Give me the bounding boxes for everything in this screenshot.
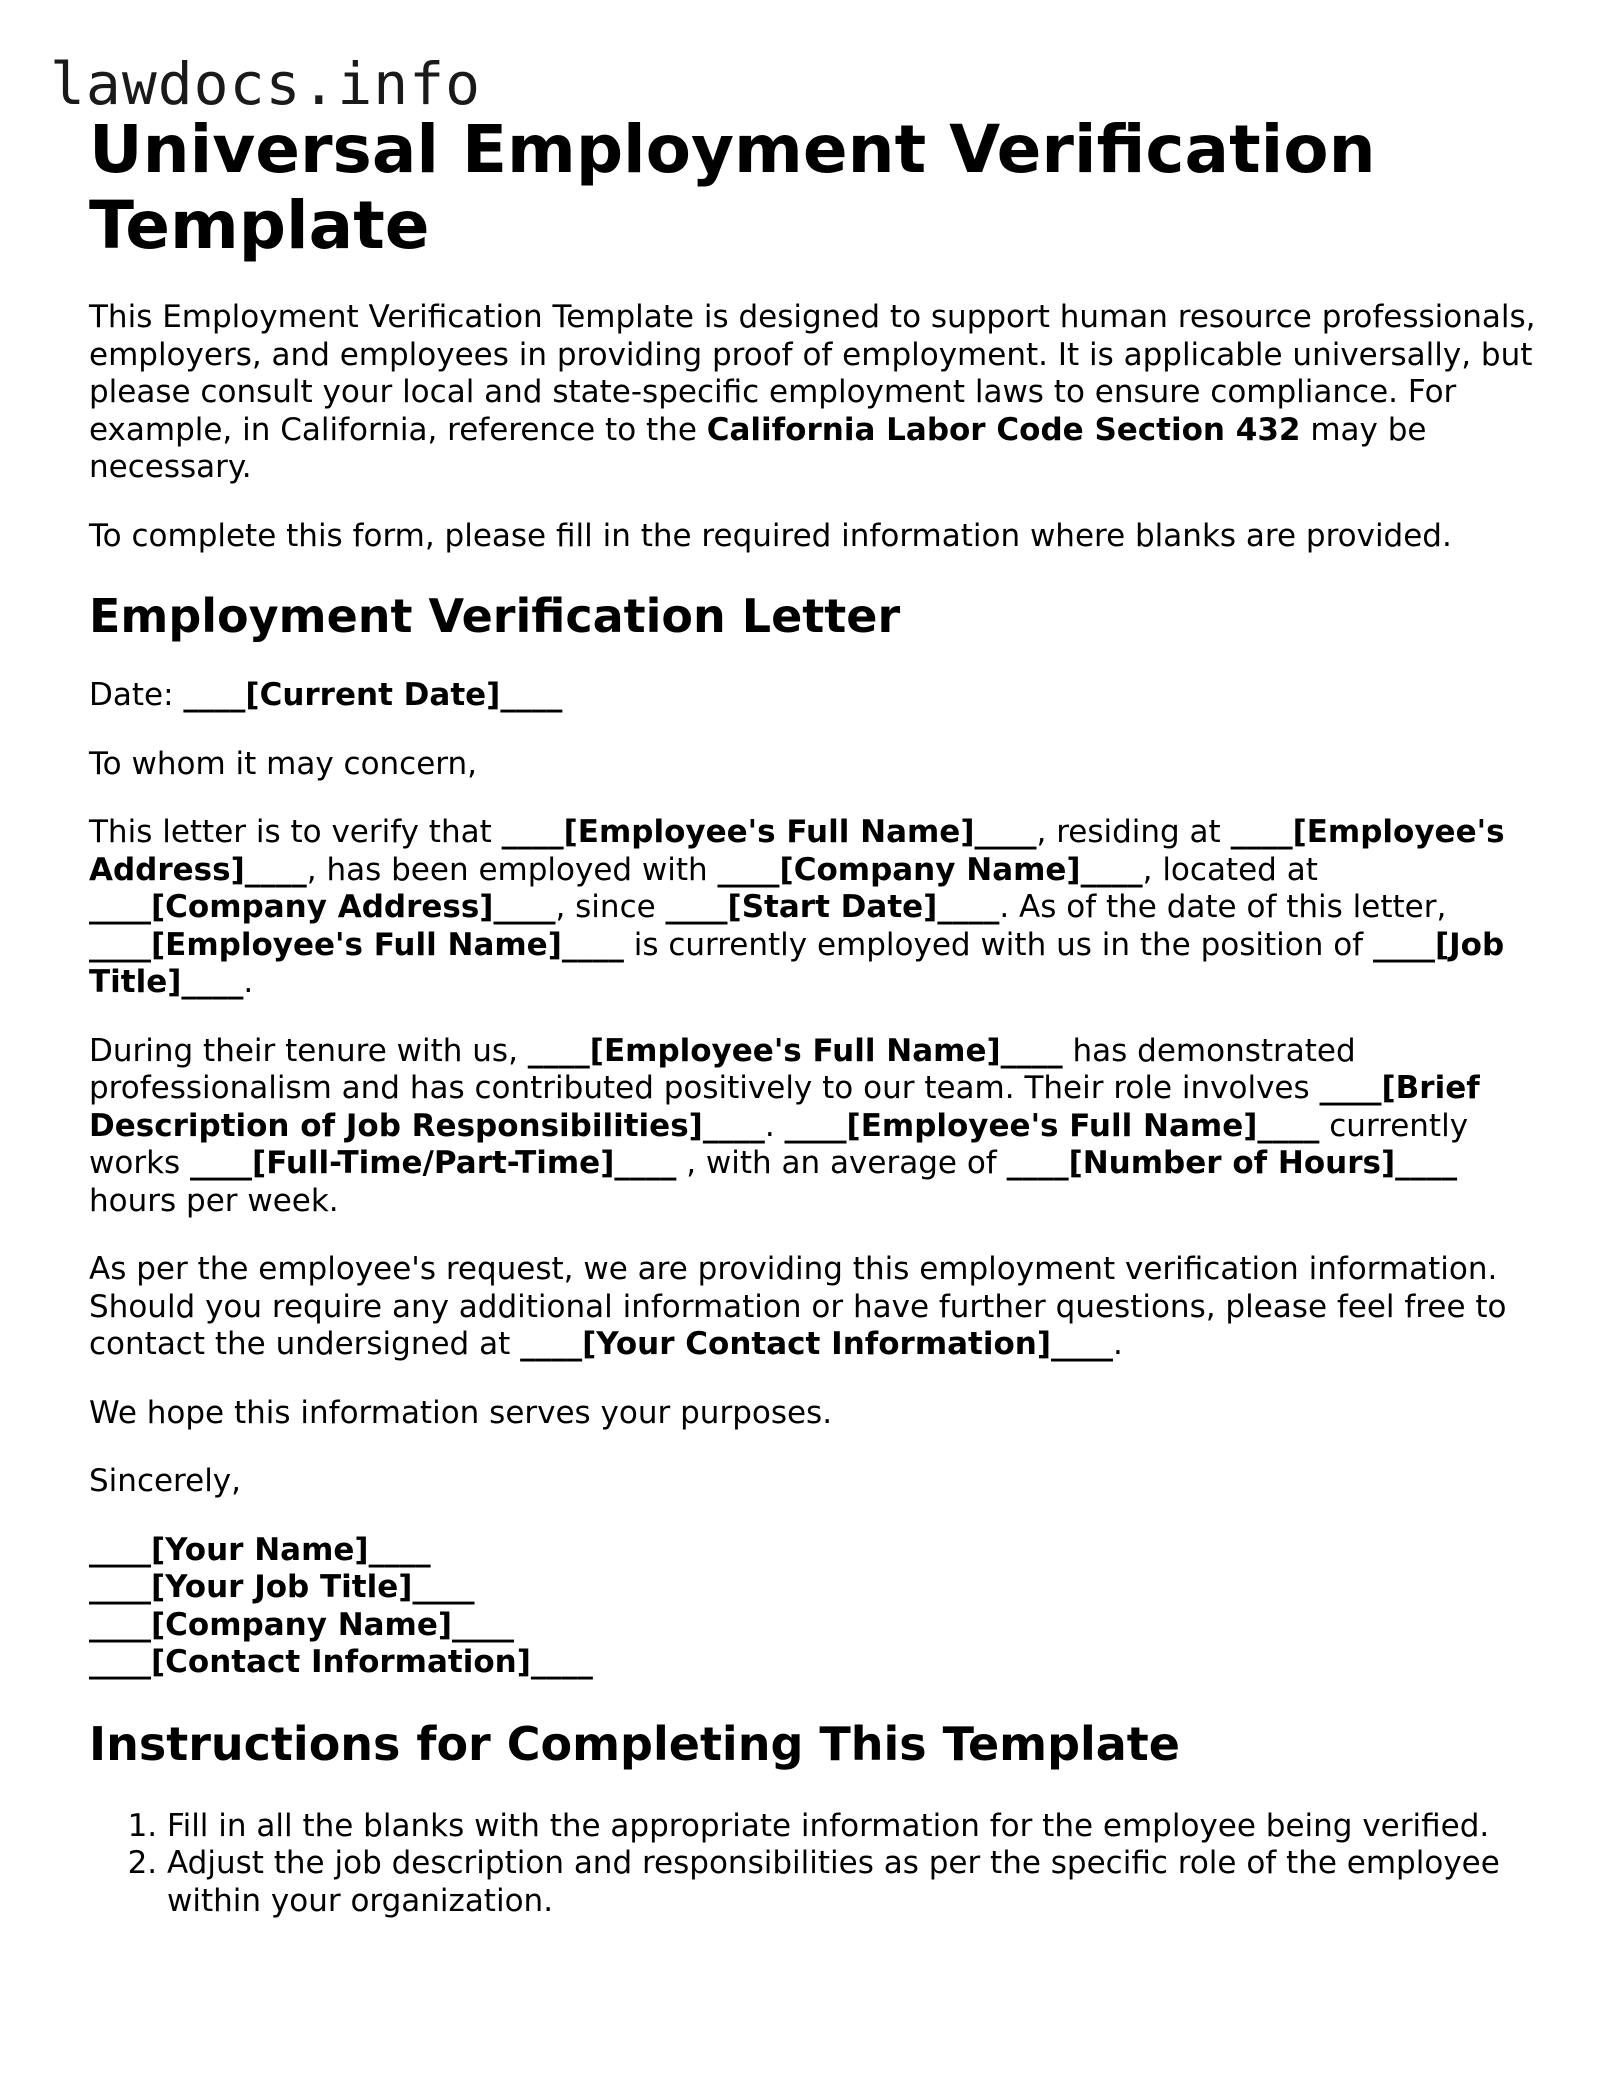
text: hours per week. xyxy=(89,1182,339,1219)
text: . xyxy=(1113,1326,1123,1362)
list-item: 2. Adjust the job description and responsibilities as per the specific role of the employee within your organization. xyxy=(167,1845,1539,1920)
date-field: ____[Current Date]____ xyxy=(183,677,563,713)
law-reference: California Labor Code Section 432 xyxy=(706,411,1301,448)
list-item: 1. Fill in all the blanks with the appropriate information for the employee being verified. xyxy=(167,1808,1539,1846)
start-date-field: ____[Start Date]____ xyxy=(665,889,1000,925)
letter-paragraph-1 xyxy=(89,814,1539,1002)
signer-title-field: ____[Your Job Title]____ xyxy=(89,1569,475,1605)
site-watermark: lawdocs.info xyxy=(50,50,482,118)
closing-sentence: We hope this information serves your purposes. xyxy=(89,1394,833,1431)
instructions-heading: Instructions for Completing This Template xyxy=(89,1716,1180,1771)
text: , located at xyxy=(1142,851,1318,888)
date-label: Date: xyxy=(89,677,184,713)
text: As per the employee's request, we are providing this employment verification information. Should you require any additional information or have further questions, please feel free to contact the undersigned at xyxy=(89,1251,1507,1362)
employee-name-field: ____[Employee's Full Name]____ xyxy=(89,926,624,963)
letter-paragraph-2 xyxy=(89,1033,1539,1221)
fill-instruction: To complete this form, please fill in the required information where blanks are provided. xyxy=(89,517,1452,554)
page-title: Universal Employment Verification Template xyxy=(89,111,1376,264)
intro-paragraph xyxy=(89,299,1539,487)
signature-block xyxy=(89,1532,1539,1682)
contact-info-field: ____[Your Contact Information]____ xyxy=(520,1326,1114,1362)
employment-type-field: ____[Full-Time/Part-Time]____ xyxy=(190,1145,677,1181)
signer-contact-field: ____[Contact Information]____ xyxy=(89,1644,593,1680)
date-line xyxy=(89,677,1539,715)
text: currently works xyxy=(89,1107,1469,1181)
document-body xyxy=(89,112,1539,1920)
intro-text: This Employment Verification Template is designed to support human resource professionals, employers, and employees in providing proof of employment. It is applicable universally, but please consult your local and state-specific employment laws to ensure compliance. For example, in California, reference to the xyxy=(89,299,1536,448)
text: . xyxy=(764,1107,785,1144)
text: During their tenure with us, xyxy=(89,1032,528,1069)
letter-paragraph-3 xyxy=(89,1251,1539,1364)
text: , has been employed with xyxy=(306,851,718,888)
text: has demonstrated professionalism and has contributed positively to our team. Their role involves xyxy=(89,1032,1356,1106)
text: . xyxy=(243,964,254,1000)
employee-name-field: ____[Employee's Full Name]____ xyxy=(501,814,1037,850)
letter-heading: Employment Verification Letter xyxy=(89,589,901,643)
signer-company-field: ____[Company Name]____ xyxy=(89,1606,515,1643)
instructions-list xyxy=(89,1808,1539,1921)
text: , residing at xyxy=(1036,814,1231,850)
greeting: To whom it may concern, xyxy=(89,745,477,782)
text: This letter is to verify that xyxy=(89,814,502,850)
employee-address-field: ____[Employee's Address]____ xyxy=(89,814,1505,888)
job-responsibilities-field: ____[Brief Description of Job Responsibilities]____ xyxy=(89,1070,1480,1144)
text: . As of the date of this letter, xyxy=(999,889,1447,925)
text: , since xyxy=(555,889,666,925)
closing-salutation: Sincerely, xyxy=(89,1463,242,1499)
job-title-field: ____[Job Title]____ xyxy=(89,926,1505,1000)
hours-field: ____[Number of Hours]____ xyxy=(1006,1145,1458,1181)
employee-name-field: ____[Employee's Full Name]____ xyxy=(784,1107,1320,1144)
company-name-field: ____[Company Name]____ xyxy=(717,851,1143,888)
employee-name-field: ____[Employee's Full Name]____ xyxy=(527,1032,1063,1069)
company-address-field: ____[Company Address]____ xyxy=(89,889,556,925)
intro-text-end: may be necessary. xyxy=(89,411,1427,485)
text: is currently employed with us in the position of xyxy=(623,926,1373,963)
text: , with an average of xyxy=(676,1145,1007,1181)
signer-name-field: ____[Your Name]____ xyxy=(89,1531,431,1568)
